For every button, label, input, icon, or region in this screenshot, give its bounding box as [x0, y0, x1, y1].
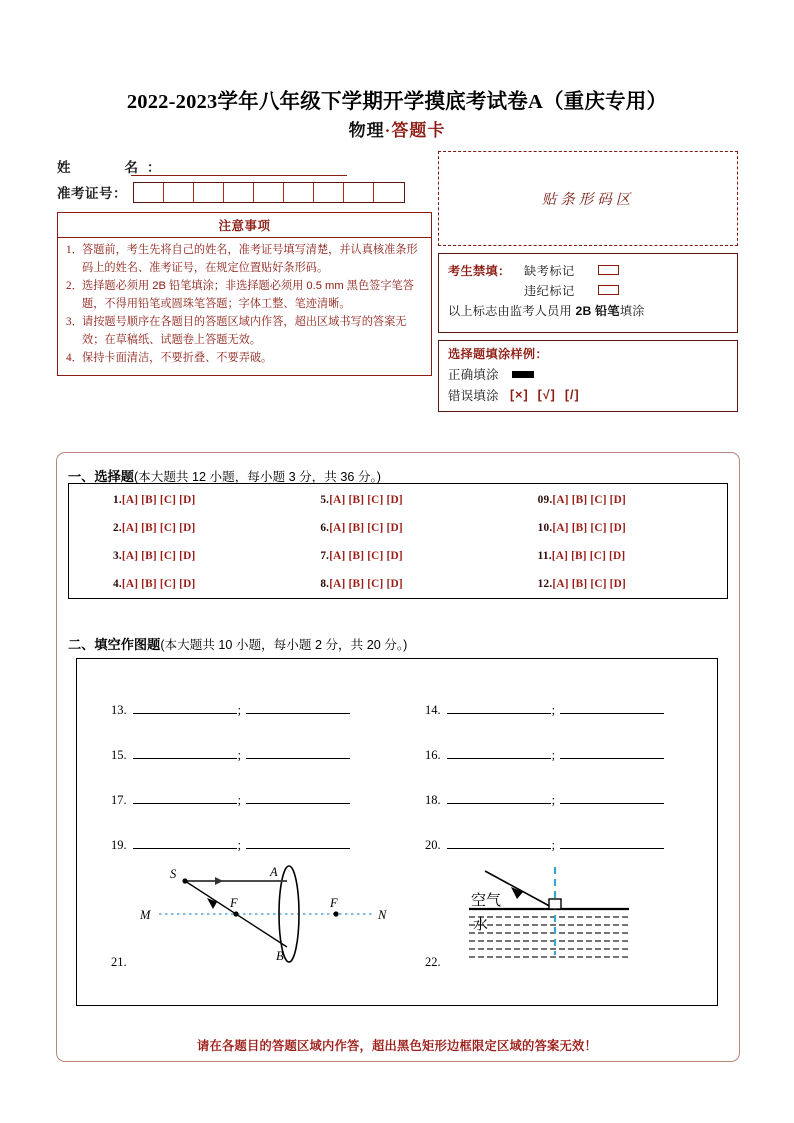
choice-row[interactable]	[69, 522, 288, 534]
blank-line[interactable]	[246, 837, 350, 849]
point-F-left-dot	[233, 911, 238, 916]
blank-number: 19.	[111, 838, 127, 852]
blank-line[interactable]	[447, 747, 551, 759]
blank-line[interactable]	[560, 702, 664, 714]
section-2-title: 二、填空作图题	[68, 637, 161, 652]
question-number: 3.	[113, 550, 122, 562]
notice-item-text: 答题前，考生先将自己的姓名，准考证号填写清楚，并认真核准条形码上的姓名、准考证号，在规定位置贴好条形码。	[82, 244, 418, 274]
refraction-diagram	[449, 855, 649, 971]
notice-item	[66, 314, 424, 349]
label-N: N	[378, 908, 387, 922]
blank-number: 17.	[111, 793, 127, 807]
notice-item	[66, 278, 424, 313]
notice-item-text: 选择题必须用 2B 铅笔填涂；非选择题必须用 0.5 mm 黑色签字笔答题，不得用铅笔或圆珠笔答题；字体工整、笔迹清晰。	[82, 280, 414, 310]
violation-mark-label: 违纪标记	[524, 283, 575, 298]
notice-item-number: 1．	[66, 244, 83, 256]
correct-fill-label: 正确填涂	[448, 368, 499, 382]
question-number: 2.	[113, 522, 122, 534]
notice-body	[58, 238, 431, 375]
exam-id-label: 准考证号：	[57, 186, 127, 201]
question-options[interactable]: [A] [B] [C] [D]	[121, 522, 196, 534]
exam-id-cell[interactable]	[194, 183, 224, 202]
exam-id-cell[interactable]	[254, 183, 284, 202]
notice-title: 注意事项	[58, 213, 431, 238]
water-hatching	[469, 917, 629, 957]
choice-row[interactable]	[288, 578, 507, 590]
footer-warning-note: 请在各题目的答题区域内作答，超出黑色矩形边框限定区域的答案无效！	[197, 1039, 597, 1053]
blank-line[interactable]	[133, 792, 237, 804]
choice-row[interactable]	[288, 522, 507, 534]
absent-mark-label: 缺考标记	[524, 263, 575, 278]
wrong-fill-row	[448, 386, 737, 404]
section-2-heading	[68, 634, 407, 653]
fill-sample-title: 选择题填涂样例：	[448, 347, 548, 361]
question-options[interactable]: [A] [B] [C] [D]	[121, 578, 196, 590]
blank-line[interactable]	[133, 747, 237, 759]
section-1-subtitle: (本大题共 12 小题，每小题 3 分，共 36 分。)	[133, 470, 381, 484]
identity-block	[57, 155, 429, 203]
wrong-mark-check-icon: [√]	[537, 388, 556, 402]
blank-line[interactable]	[447, 792, 551, 804]
choice-row[interactable]	[508, 522, 727, 534]
proctor-marks-box	[438, 253, 738, 333]
blank-line[interactable]	[246, 747, 350, 759]
label-S: S	[170, 867, 177, 881]
choice-row[interactable]	[288, 494, 507, 506]
question-number: 12.	[537, 578, 553, 590]
proctor-note-suffix: 填涂	[619, 304, 645, 318]
notice-item-number: 2．	[66, 280, 83, 292]
blank-line[interactable]	[133, 702, 237, 714]
notice-item	[66, 350, 424, 368]
point-F-right-dot	[333, 911, 338, 916]
barcode-area-label: 贴条形码区	[541, 192, 635, 208]
exam-id-cell[interactable]	[224, 183, 254, 202]
question-number: 5.	[320, 494, 330, 506]
question-number: 6.	[320, 522, 330, 534]
blank-number: 14.	[425, 703, 441, 717]
proctor-note-prefix: 以上标志由监考人员用	[448, 304, 576, 318]
exam-id-boxes[interactable]	[133, 182, 405, 203]
blank-number: 20.	[425, 838, 441, 852]
blank-number: 13.	[111, 703, 127, 717]
notice-item-number: 3．	[66, 316, 83, 328]
figure-21-number: 21.	[111, 955, 127, 969]
name-row	[57, 155, 429, 176]
wrong-mark-cross-icon: [×]	[510, 388, 529, 402]
label-M: M	[140, 908, 151, 922]
choice-row[interactable]	[288, 550, 507, 562]
notice-item	[66, 242, 424, 277]
name-label: 姓 名：	[57, 160, 170, 175]
blank-row	[425, 837, 664, 853]
subject-separator: ·	[384, 121, 392, 140]
spacer	[448, 282, 524, 299]
blank-separator: ;	[237, 748, 242, 762]
blank-row	[111, 702, 350, 718]
choice-row[interactable]	[69, 550, 288, 562]
blank-row	[425, 747, 664, 763]
exam-id-cell[interactable]	[314, 183, 344, 202]
exam-id-cell[interactable]	[284, 183, 314, 202]
question-options[interactable]: [A] [B] [C] [D]	[329, 578, 403, 590]
wrong-mark-slash-icon: [/]	[564, 388, 580, 402]
section-2-subtitle: (本大题共 10 小题，每小题 2 分，共 20 分。)	[160, 638, 408, 652]
blank-separator: ;	[551, 793, 556, 807]
proctor-marks-title: 考生禁填：	[448, 263, 511, 278]
choice-row[interactable]	[508, 578, 727, 590]
absent-mark-row	[448, 260, 729, 280]
blank-number: 15.	[111, 748, 127, 762]
fill-sample-box	[438, 340, 738, 412]
blank-row	[425, 792, 664, 808]
question-options[interactable]: [A] [B] [C] [D]	[552, 494, 626, 506]
label-F-right: F	[330, 896, 338, 910]
choice-row[interactable]	[69, 494, 288, 506]
label-air: 空气	[471, 892, 502, 909]
proctor-note-bold: 2B 铅笔	[575, 304, 620, 318]
exam-id-cell[interactable]	[374, 183, 404, 202]
blank-line[interactable]	[246, 702, 350, 714]
label-F-left: F	[230, 896, 238, 910]
multiple-choice-grid	[69, 484, 727, 598]
blank-separator: ;	[551, 748, 556, 762]
question-number: 1.	[113, 494, 122, 506]
question-number: 8.	[320, 578, 330, 590]
multiple-choice-answer-box	[68, 483, 728, 599]
label-water: 水	[473, 916, 489, 933]
label-B: B	[276, 949, 284, 963]
blank-separator: ;	[551, 703, 556, 717]
wrong-fill-marks	[510, 388, 589, 402]
exam-id-cell[interactable]	[344, 183, 374, 202]
blank-line[interactable]	[560, 792, 664, 804]
question-number: 10.	[537, 522, 553, 534]
notice-item-number: 4．	[66, 352, 83, 364]
question-options[interactable]: [A] [B] [C] [D]	[551, 550, 626, 562]
subject-label: 物理	[348, 121, 385, 140]
question-options[interactable]: [A] [B] [C] [D]	[329, 494, 403, 506]
blank-row	[111, 837, 350, 853]
choice-row[interactable]	[69, 578, 288, 590]
fill-in-blank-answer-box	[76, 658, 718, 1006]
proctor-marks-note	[448, 302, 729, 319]
absent-mark-checkbox[interactable]	[598, 265, 619, 275]
blank-number: 16.	[425, 748, 441, 762]
blank-separator: ;	[237, 793, 242, 807]
choice-row[interactable]	[508, 494, 727, 506]
question-options[interactable]: [A] [B] [C] [D]	[121, 550, 196, 562]
choice-row[interactable]	[508, 550, 727, 562]
sheet-type-label: 答题卡	[391, 121, 446, 140]
point-S-dot	[182, 878, 187, 883]
blank-number: 18.	[425, 793, 441, 807]
notice-item-text: 保持卡面清洁，不要折叠、不要弄破。	[82, 352, 273, 364]
exam-id-row	[57, 181, 429, 203]
question-options[interactable]: [A] [B] [C] [D]	[329, 550, 403, 562]
question-options[interactable]: [A] [B] [C] [D]	[552, 578, 626, 590]
blank-line[interactable]	[246, 792, 350, 804]
question-options[interactable]: [A] [B] [C] [D]	[329, 522, 403, 534]
blank-line[interactable]	[447, 702, 551, 714]
correct-fill-row	[448, 365, 737, 383]
incidence-point-marker	[549, 899, 561, 909]
notice-box	[57, 212, 432, 376]
blank-separator: ;	[237, 703, 242, 717]
correct-fill-swatch-icon	[512, 371, 534, 378]
blank-row	[111, 747, 350, 763]
question-options[interactable]: [A] [B] [C] [D]	[552, 522, 626, 534]
blank-row	[111, 792, 350, 808]
wrong-fill-label: 错误填涂	[448, 389, 499, 403]
figure-22-number: 22.	[425, 955, 441, 969]
violation-mark-row	[448, 280, 729, 300]
page-title: 2022-2023学年八年级下学期开学摸底考试卷A（重庆专用）	[126, 91, 668, 113]
label-A: A	[270, 865, 278, 879]
question-number: 11.	[537, 550, 552, 562]
exam-id-cell[interactable]	[164, 183, 194, 202]
question-number: 7.	[320, 550, 330, 562]
section-1-title: 一、选择题	[68, 469, 134, 484]
ray-arrowhead-icon	[215, 877, 223, 885]
barcode-paste-area	[438, 151, 738, 246]
blank-separator: ;	[237, 838, 242, 852]
blank-line[interactable]	[133, 837, 237, 849]
question-options[interactable]: [A] [B] [C] [D]	[121, 494, 196, 506]
question-number: 4.	[113, 578, 122, 590]
name-input-line[interactable]	[131, 161, 347, 176]
blank-line[interactable]	[447, 837, 551, 849]
blank-line[interactable]	[560, 747, 664, 759]
violation-mark-checkbox[interactable]	[598, 285, 619, 295]
question-number: 09.	[537, 494, 553, 506]
notice-item-text: 请按题号顺序在各题目的答题区域内作答，超出区域书写的答案无效；在草稿纸、试题卷上答题无效。	[82, 316, 407, 346]
page-subtitle	[0, 116, 794, 141]
blank-line[interactable]	[560, 837, 664, 849]
exam-id-cell[interactable]	[134, 183, 164, 202]
ray-arrowhead-icon	[207, 898, 217, 909]
blank-separator: ;	[551, 838, 556, 852]
lens-ray-diagram	[137, 859, 397, 969]
blank-row	[425, 702, 664, 718]
